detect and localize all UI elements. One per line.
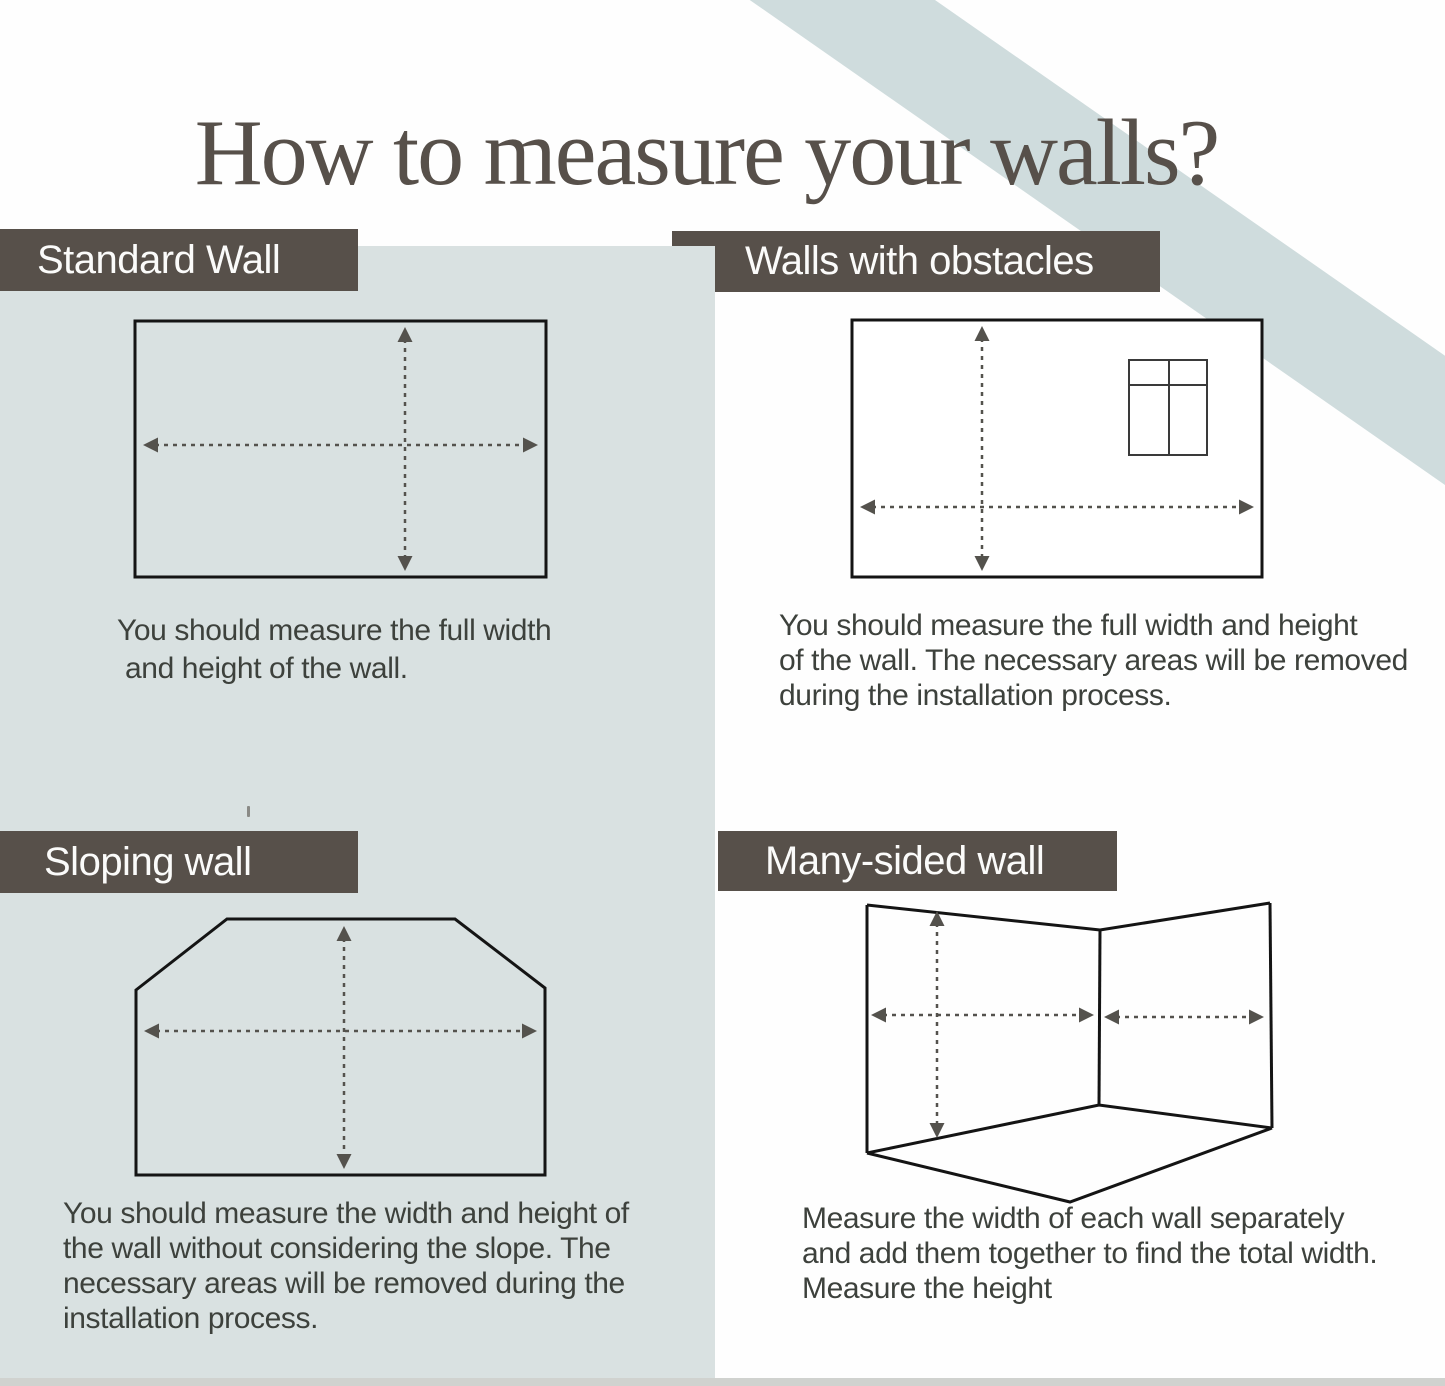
sloping-wall-description <box>63 1196 629 1336</box>
description-line: the wall without considering the slope. The <box>63 1232 611 1265</box>
description-line: necessary areas will be removed during the <box>63 1267 625 1300</box>
bottom-edge-strip <box>0 1378 1445 1386</box>
description-line: Measure the width of each wall separately <box>802 1202 1345 1235</box>
description-line: installation process. <box>63 1302 319 1335</box>
section-header-label: Standard Wall <box>37 237 281 282</box>
section-header-walls-with-obstacles <box>672 231 1160 292</box>
window-obstacle-icon <box>1129 360 1207 455</box>
walls-top-edges <box>867 903 1270 930</box>
section-header-label: Walls with obstacles <box>745 239 1094 283</box>
walls-with-obstacles-diagram <box>852 320 1262 577</box>
many-sided-wall-description <box>802 1201 1377 1306</box>
standard-wall-description <box>117 612 551 688</box>
page-title: How to measure your walls? <box>194 100 1219 205</box>
corner-edge <box>1099 930 1100 1105</box>
floor-front-edges <box>867 1128 1272 1202</box>
walls-bottom-edges <box>867 1105 1272 1153</box>
description-line: You should measure the full width and height <box>779 609 1358 642</box>
description-line: You should measure the width and height of <box>63 1197 629 1230</box>
walls-with-obstacles-description <box>779 608 1408 713</box>
section-header-label: Many-sided wall <box>765 838 1045 883</box>
obstacle-wall-outline <box>852 320 1262 577</box>
description-line: Measure the height <box>802 1272 1052 1305</box>
section-header-many-sided-wall <box>718 831 1117 891</box>
section-header-standard-wall <box>0 229 358 291</box>
stray-tick-mark <box>247 806 250 817</box>
right-wall-right-edge <box>1270 903 1272 1128</box>
section-header-sloping-wall <box>0 831 358 893</box>
description-line: during the installation process. <box>779 679 1172 712</box>
many-sided-wall-diagram <box>867 903 1272 1202</box>
diagonal-stripe-decoration <box>710 0 1445 602</box>
description-line: of the wall. The necessary areas will be removed <box>779 644 1408 677</box>
description-line: and height of the wall. <box>125 652 408 685</box>
description-line: You should measure the full width <box>117 614 552 647</box>
description-line: and add them together to find the total width. <box>802 1237 1378 1270</box>
section-header-label: Sloping wall <box>44 839 252 884</box>
